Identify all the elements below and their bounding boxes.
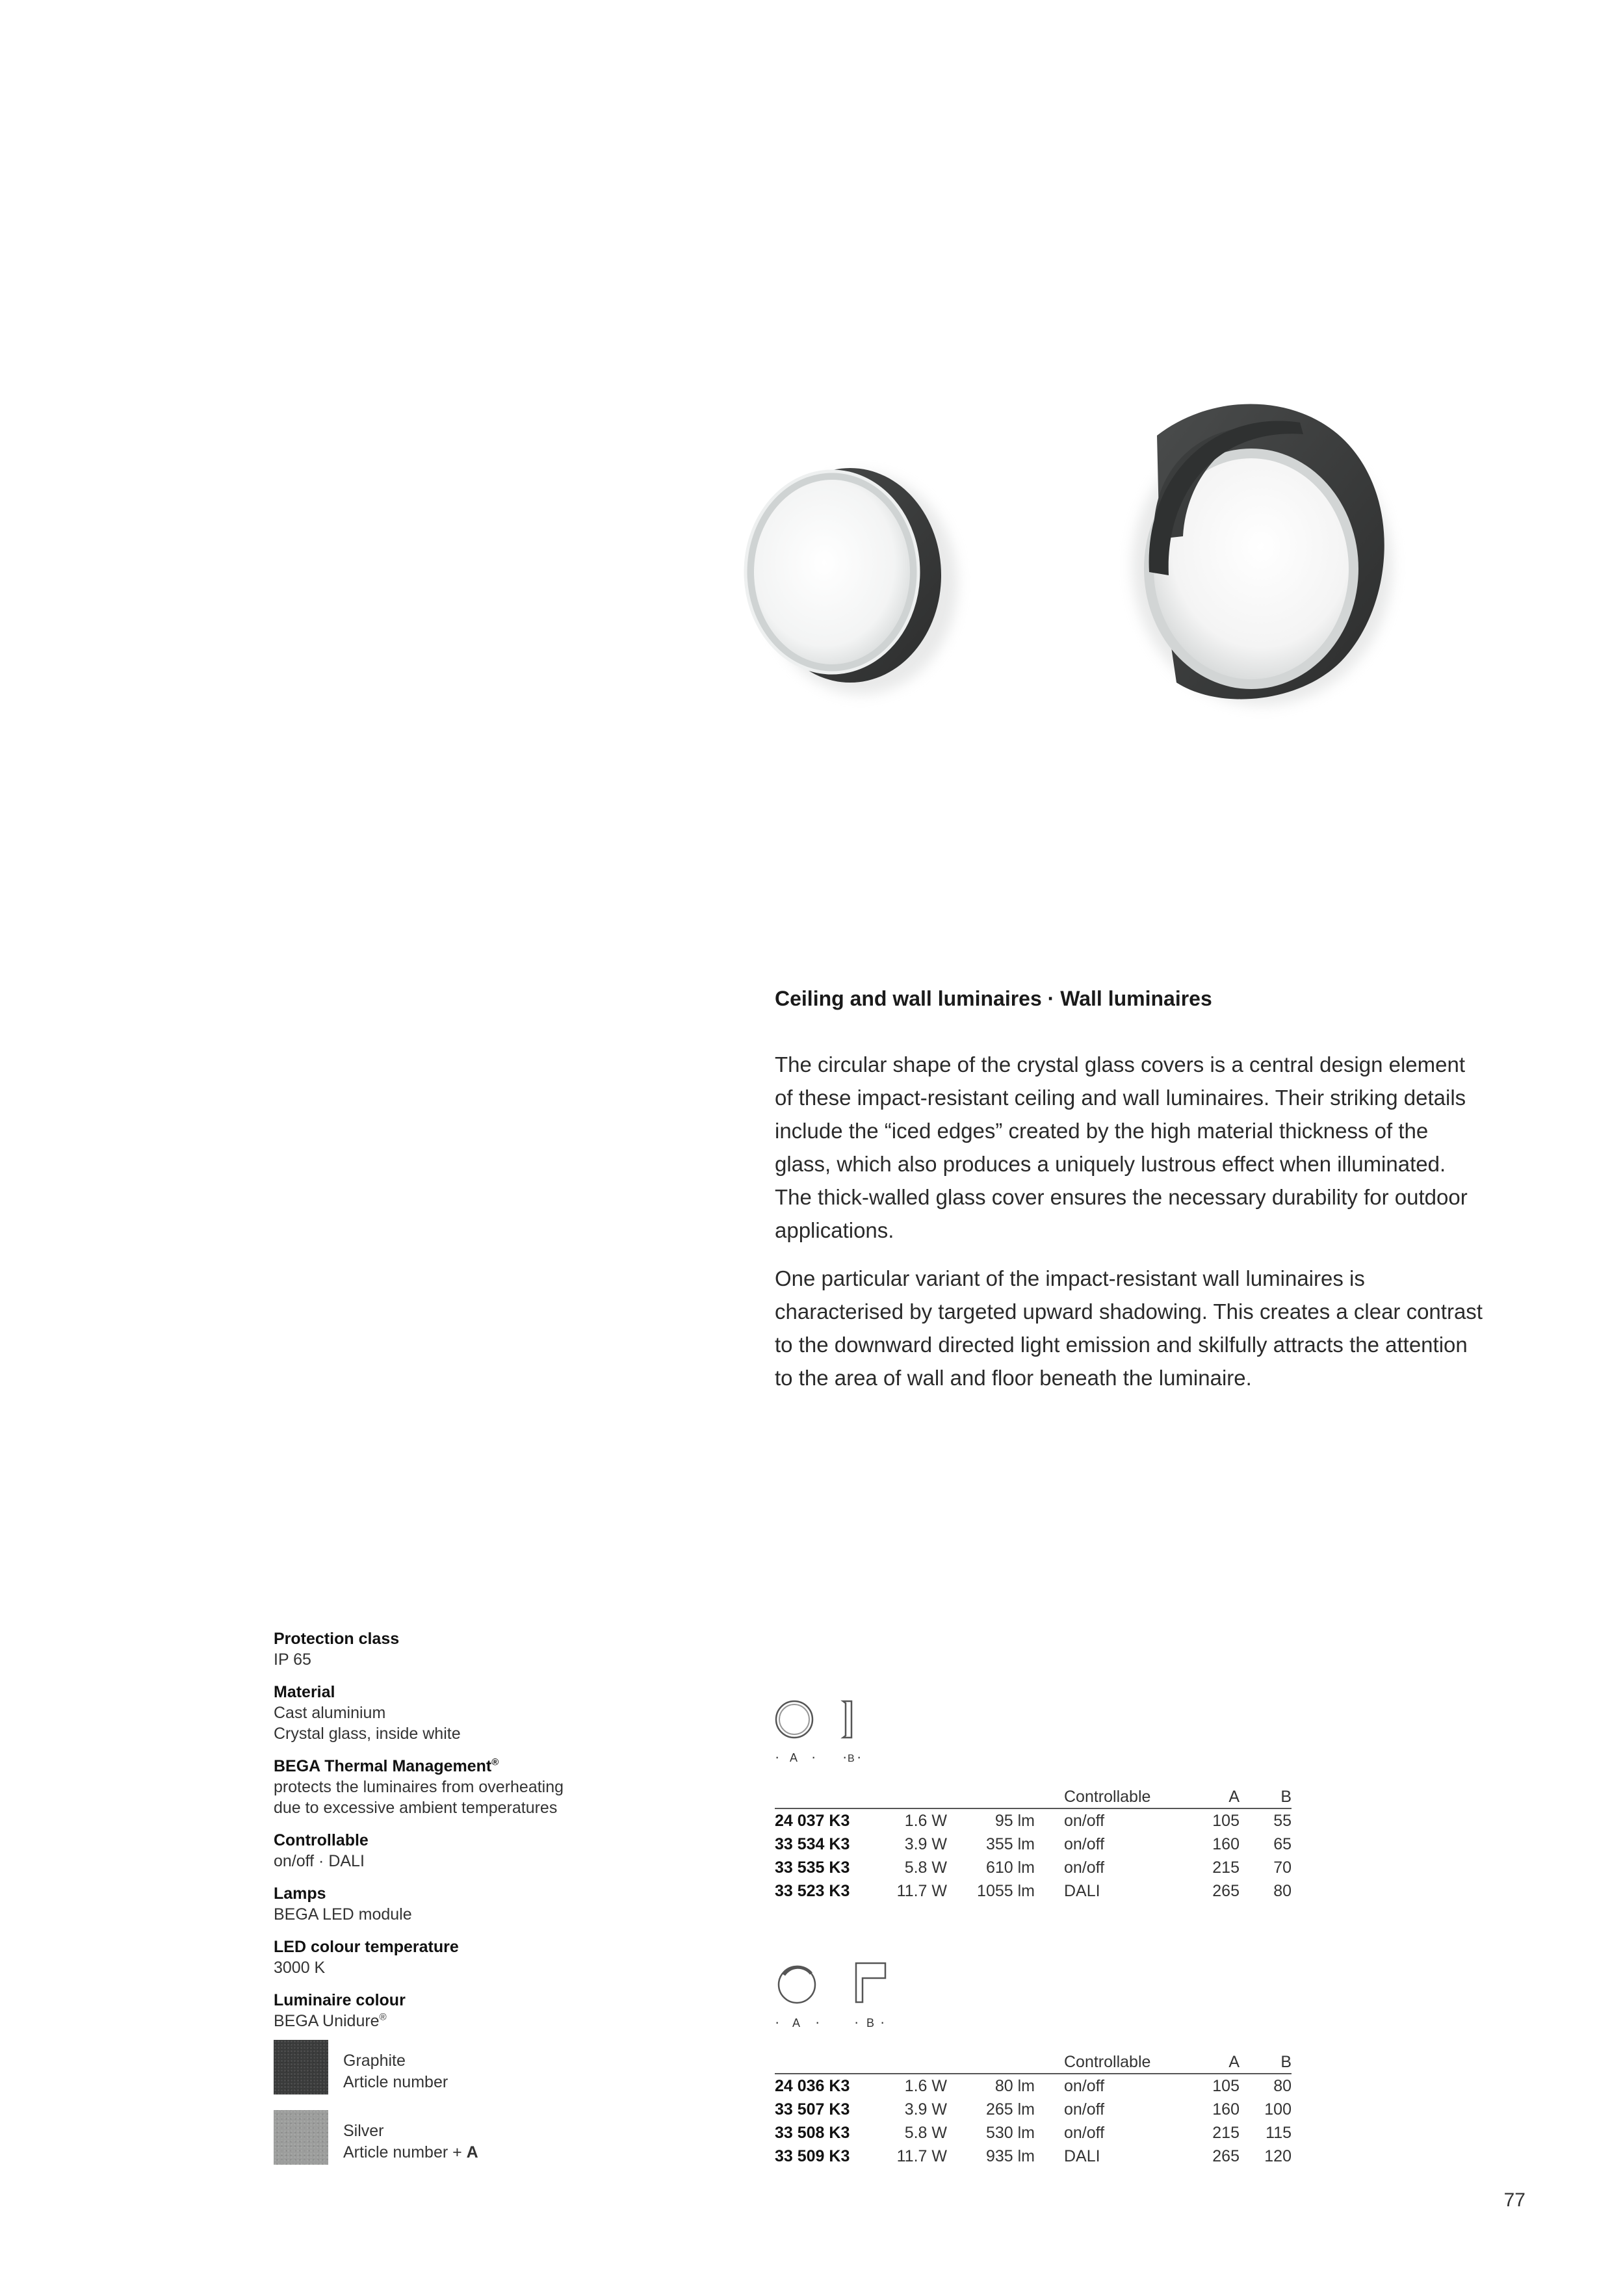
article-number: 24 037 K3 xyxy=(775,1811,850,1830)
article-text: Article number xyxy=(343,2073,448,2091)
spec-value xyxy=(274,2011,625,2031)
article-number: 33 507 K3 xyxy=(775,2100,850,2119)
product-photo xyxy=(702,377,1560,793)
dimension-a: 265 xyxy=(1212,1881,1240,1900)
article-suffix: A xyxy=(466,2143,478,2161)
luminous-flux: 530 lm xyxy=(985,2123,1035,2142)
table-row xyxy=(775,1879,1292,1903)
shaded-luminaire-image xyxy=(1132,404,1392,705)
front-view-inner-icon xyxy=(779,1704,809,1734)
table-row xyxy=(775,2121,1292,2145)
header-b: B xyxy=(1240,2052,1292,2074)
luminous-flux: 610 lm xyxy=(985,1858,1035,1877)
graphite-swatch xyxy=(274,2040,328,2094)
spec-value: protects the luminaires from overheating xyxy=(274,1778,564,1796)
spec-luminaire-colour xyxy=(274,1990,625,2031)
dimension-marker: · xyxy=(842,1749,848,1762)
silver-swatch xyxy=(274,2110,328,2165)
power: 1.6 W xyxy=(904,1811,947,1830)
header-b: B xyxy=(1240,1786,1292,1808)
spec-label: Protection class xyxy=(274,1630,400,1648)
spec-label: Material xyxy=(274,1683,335,1701)
power: 3.9 W xyxy=(904,1834,947,1853)
registered-mark: ® xyxy=(491,1756,499,1768)
article-text: Article number + xyxy=(343,2143,467,2161)
header-cell xyxy=(775,2052,876,2074)
spec-thermal-management xyxy=(274,1756,625,1818)
table-row xyxy=(775,1833,1292,1856)
dimension-a: 160 xyxy=(1212,1834,1240,1853)
swatch-article xyxy=(343,2072,448,2093)
luminous-flux: 935 lm xyxy=(985,2146,1035,2165)
dimension-label-a: A xyxy=(792,2016,801,2027)
spec-label: Luminaire colour xyxy=(274,1991,406,2009)
spec-value: due to excessive ambient temperatures xyxy=(274,1799,558,1817)
dimension-marker: · xyxy=(811,1749,816,1762)
header-controllable: Controllable xyxy=(1035,1786,1158,1808)
header-cell xyxy=(876,1786,947,1808)
side-view-icon xyxy=(856,1963,885,2002)
control-type: on/off xyxy=(1064,2100,1105,2119)
spec-led-colour-temperature xyxy=(274,1937,625,1978)
spec-value: Crystal glass, inside white xyxy=(274,1725,461,1743)
article-number: 33 508 K3 xyxy=(775,2123,850,2142)
dimension-b: 80 xyxy=(1273,1881,1292,1900)
spec-label: Controllable xyxy=(274,1831,369,1849)
power: 5.8 W xyxy=(904,2123,947,2142)
spec-label xyxy=(274,1756,625,1777)
dimension-a: 265 xyxy=(1212,2146,1240,2165)
dimension-marker: · xyxy=(815,2014,820,2027)
dimension-label-a: A xyxy=(790,1751,798,1762)
spec-value: 3000 K xyxy=(274,1959,326,1977)
front-view-icon xyxy=(776,1701,812,1738)
spec-label: LED colour temperature xyxy=(274,1938,459,1956)
luminous-flux: 355 lm xyxy=(985,1834,1035,1853)
header-controllable: Controllable xyxy=(1035,2052,1158,2074)
swatch-label xyxy=(343,2120,478,2163)
product-table xyxy=(775,1786,1292,1903)
table-row xyxy=(775,2145,1292,2168)
dimension-b: 55 xyxy=(1273,1811,1292,1830)
dimension-a: 105 xyxy=(1212,2076,1240,2095)
swatch-label xyxy=(343,2050,448,2093)
power: 11.7 W xyxy=(896,2146,947,2165)
luminous-flux: 1055 lm xyxy=(977,1881,1035,1900)
dimension-b: 80 xyxy=(1273,2076,1292,2095)
swatch-article xyxy=(343,2142,478,2163)
dimension-b: 120 xyxy=(1264,2146,1292,2165)
header-cell xyxy=(947,1786,1035,1808)
header-cell xyxy=(947,2052,1035,2074)
article-number: 33 535 K3 xyxy=(775,1858,850,1877)
section-heading: Ceiling and wall luminaires · Wall luminaires xyxy=(775,987,1212,1010)
specification-list xyxy=(274,1628,625,2043)
table-row xyxy=(775,1808,1292,1833)
header-a: A xyxy=(1158,1786,1240,1808)
luminous-flux: 80 lm xyxy=(994,2076,1035,2095)
article-number: 33 523 K3 xyxy=(775,1881,850,1900)
colour-option-graphite xyxy=(274,2040,599,2098)
header-cell xyxy=(876,2052,947,2074)
dimension-b: 115 xyxy=(1266,2123,1292,2142)
header-cell xyxy=(775,1786,876,1808)
table-header-row xyxy=(775,1786,1292,1808)
spec-label: Lamps xyxy=(274,1885,326,1903)
paragraph: One particular variant of the impact-resistant wall luminaires is characterised by targeted upward shadowing. This creates a clear contrast to the downward directed light emission and skilfully attracts the attention to the area of wall and floor beneath the luminaire. xyxy=(775,1266,1483,1390)
dimension-drawing xyxy=(775,1690,905,1762)
power: 3.9 W xyxy=(904,2100,947,2119)
round-luminaire-image xyxy=(746,468,957,694)
control-type: on/off xyxy=(1064,1858,1105,1877)
product-table xyxy=(775,2052,1292,2168)
spec-protection-class xyxy=(274,1628,625,1670)
control-type: on/off xyxy=(1064,2123,1105,2142)
dimension-marker: · xyxy=(775,1749,780,1762)
swatch-name: Graphite xyxy=(343,2052,406,2070)
luminous-flux: 265 lm xyxy=(985,2100,1035,2119)
paragraph: The circular shape of the crystal glass covers is a central design element of these impact-resistant ceiling and wall luminaires. Their striking details include the “iced edges” created by the high material thickness of the glass, which also produces a uniquely lustrous effect when illuminated. The thick-walled glass cover ensures the necessary durability for outdoor applications. xyxy=(775,1052,1468,1242)
table-header-row xyxy=(775,2052,1292,2074)
dimension-b: 65 xyxy=(1273,1834,1292,1853)
registered-mark: ® xyxy=(379,2011,387,2023)
spec-value: on/off · DALI xyxy=(274,1852,365,1870)
control-type: DALI xyxy=(1064,2146,1100,2165)
spec-controllable xyxy=(274,1830,625,1872)
article-number: 24 036 K3 xyxy=(775,2076,850,2095)
control-type: on/off xyxy=(1064,2076,1105,2095)
dimension-a: 215 xyxy=(1212,2123,1240,2142)
table-row xyxy=(775,2074,1292,2098)
dimension-b: 100 xyxy=(1264,2100,1292,2119)
dimension-b: 70 xyxy=(1273,1858,1292,1877)
swatch-name: Silver xyxy=(343,2122,384,2140)
dimension-marker: · xyxy=(854,2014,859,2027)
control-type: on/off xyxy=(1064,1811,1105,1830)
spec-value: IP 65 xyxy=(274,1650,311,1669)
luminous-flux: 95 lm xyxy=(994,1811,1035,1830)
dimension-label-b: B xyxy=(866,2016,875,2027)
power: 5.8 W xyxy=(904,1858,947,1877)
control-type: on/off xyxy=(1064,1834,1105,1853)
dimension-label-b: B xyxy=(848,1753,855,1762)
table-row xyxy=(775,2098,1292,2121)
spec-value-text: BEGA Unidure xyxy=(274,2012,380,2030)
dimension-marker: · xyxy=(857,1749,862,1762)
spec-value: BEGA LED module xyxy=(274,1905,412,1924)
colour-option-silver xyxy=(274,2110,599,2169)
side-view-icon xyxy=(843,1701,851,1738)
control-type: DALI xyxy=(1064,1881,1100,1900)
spec-value: Cast aluminium xyxy=(274,1704,386,1722)
dimension-a: 215 xyxy=(1212,1858,1240,1877)
article-number: 33 534 K3 xyxy=(775,1834,850,1853)
dimension-a: 105 xyxy=(1212,1811,1240,1830)
page-number: 77 xyxy=(1503,2189,1526,2211)
header-a: A xyxy=(1158,2052,1240,2074)
article-number: 33 509 K3 xyxy=(775,2146,850,2165)
dimension-drawing xyxy=(775,1955,905,2027)
dimension-a: 160 xyxy=(1212,2100,1240,2119)
dimension-marker: · xyxy=(775,2014,780,2027)
spec-material xyxy=(274,1682,625,1744)
spec-lamps xyxy=(274,1883,625,1925)
dimension-marker: · xyxy=(880,2014,885,2027)
power: 1.6 W xyxy=(904,2076,947,2095)
table-row xyxy=(775,1856,1292,1879)
power: 11.7 W xyxy=(896,1881,947,1900)
spec-label-text: BEGA Thermal Management xyxy=(274,1757,492,1775)
description-text xyxy=(775,1048,1483,1409)
